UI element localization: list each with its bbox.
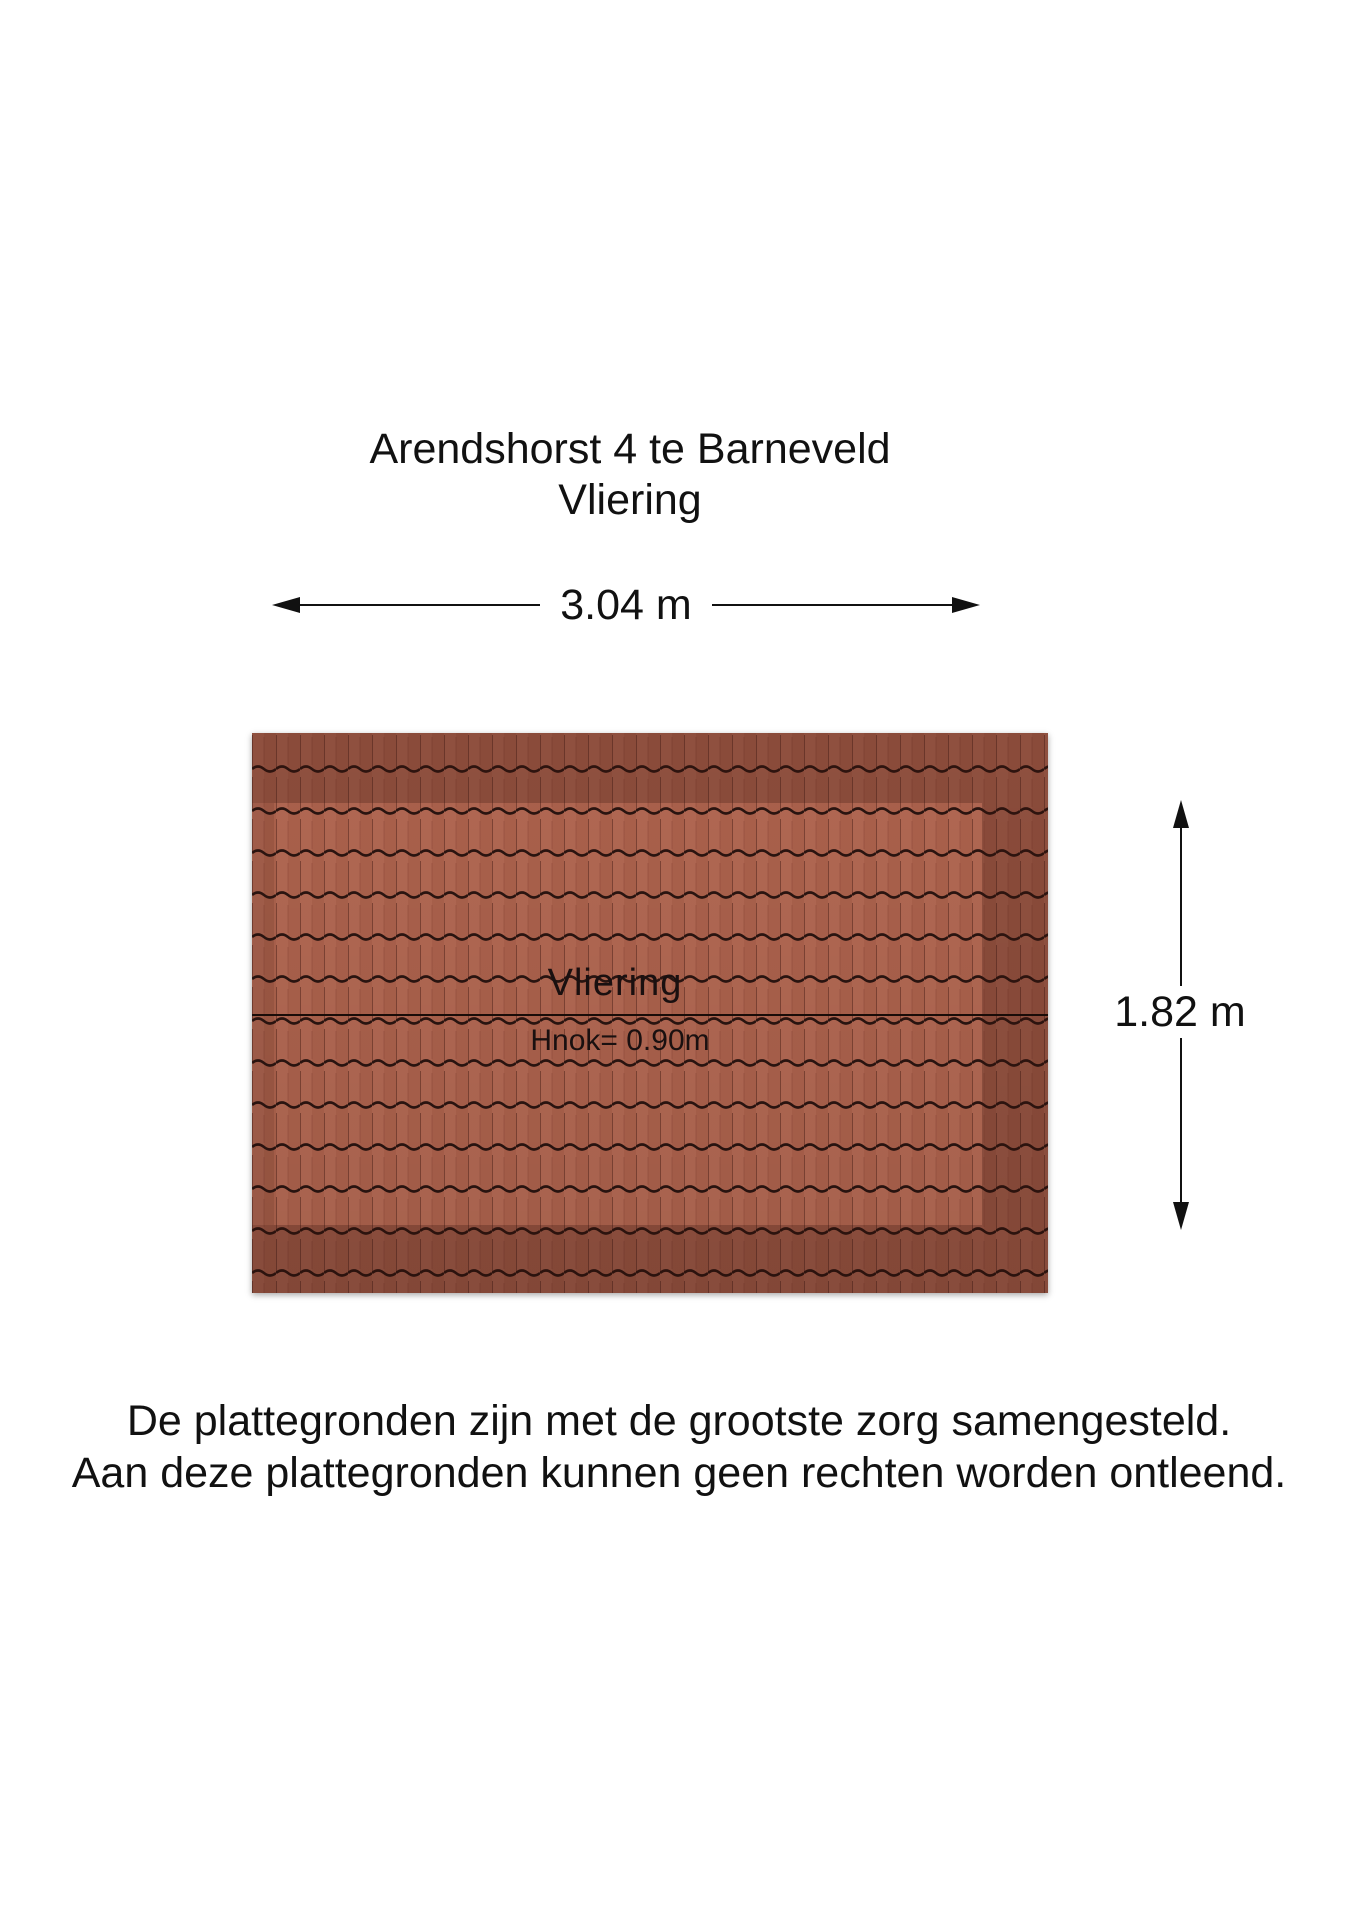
disclaimer-line-1: De plattegronden zijn met de grootste zorg samengesteld. [126, 1397, 1232, 1445]
roof-tile-plan [252, 733, 1048, 1293]
width-dimension [272, 575, 980, 635]
depth-dimension [1100, 800, 1260, 1230]
floor-title: Vliering [558, 476, 702, 524]
roof-tiles-icon [252, 733, 1048, 1293]
address-title: Arendshorst 4 te Barneveld [369, 425, 891, 473]
room-name: Vliering [547, 962, 683, 1004]
ridge-height: Hnok= 0.90m [530, 1024, 710, 1057]
depth-label: 1.82 m [1094, 986, 1266, 1038]
width-label: 3.04 m [560, 581, 692, 629]
disclaimer-line-2: Aan deze plattegronden kunnen geen rechten worden ontleend. [71, 1449, 1287, 1497]
